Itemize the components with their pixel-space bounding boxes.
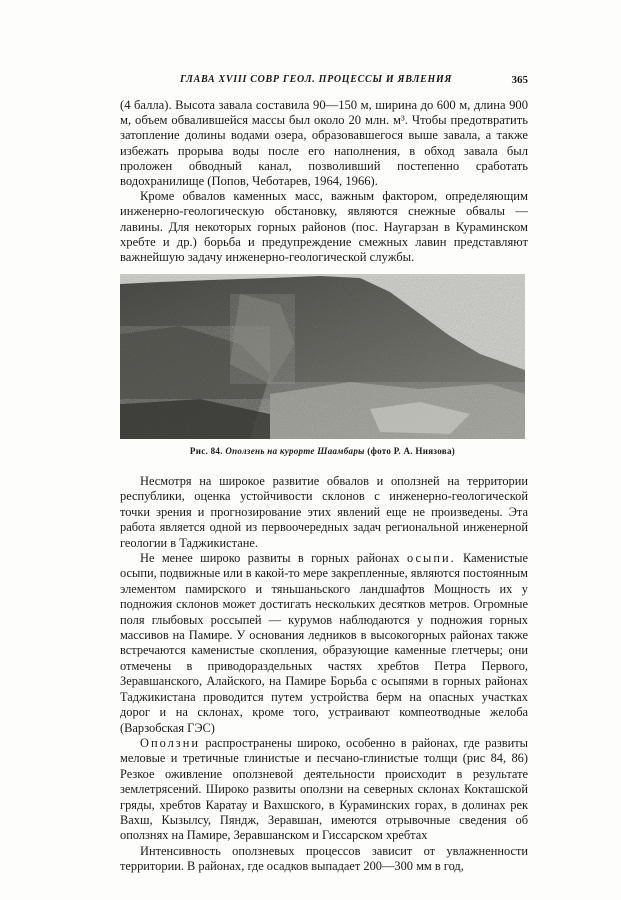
screes-lead: Не менее широко развиты в горных районах (140, 551, 407, 566)
screes-term: осыпи. (406, 551, 456, 566)
running-head (120, 74, 528, 90)
landslides-body: распространены широко, особенно в районах, где развиты меловые и третичные глинистые и песчано-глинистые толщи (рис 84, 86) Резкое оживление оползневой деятельности происходит в результате землетрясений. Широко развиты оползни на северных склонах Кокташской гряды, хребтов Каратау и Вахшского, в Кураминских горах, в долинах рек Вахш, Кызылсу, Пяндж, Зеравшан, имеются отрывочные сведения об оползнях на Памире, Зеравшанском и Гиссарском хребтах (120, 735, 528, 843)
landslides-term: Оползни (140, 735, 200, 750)
paragraph-avalanches: Кроме обвалов каменных масс, важным фактором, определяющим инженерно-геологическую обстановку, являются снежные обвалы — лавины. Для некоторых горных районов (пос. Наугарзан в Кураминском хребте и др.) борьба и предупреждение смежных лавин представляют важнейшую задачу инженерно-геологической службы. (120, 189, 528, 265)
landslide-photo-image (120, 274, 525, 439)
caption-title: Оползень на курорте Шаамбары (225, 446, 365, 456)
caption-credit: (фото Р. А. Ниязова) (367, 446, 456, 456)
paragraph-intensity: Интенсивность оползневых процессов зависит от увлажненности территории. В районах, где осадков выпадает 200—300 мм в год, (120, 843, 528, 874)
bottom-text-block (120, 474, 528, 875)
screes-body: Каменистые осыпи, подвижные или в какой-то мере закрепленные, являются постоянным элементом памирского и тяньшаньского ландшафтов Мощность их у подножия склонов может достигать нескольких десятков метров. Огромные поля глыбовых россыпей — курумов наблюдаются у подножия горных массивов на Памире. У основания ледников в высокогорных районах также встречаются каменистые скопления, образующие каменные глетчеры; они отмечены в приводораздельных частях хребтов Петра Первого, Зеравшанского, Алайского, на Памире Борьба с осыпями в горных районах Таджикистана проводится путем устройства берм на опасных участках дорог и на склонах, кроме того, устраивают компеотводные желоба (Варзобская ГЭС) (120, 551, 528, 735)
figure-caption (120, 446, 525, 456)
paragraph-landslides (120, 736, 528, 844)
page-number: 365 (511, 74, 528, 86)
paragraph-screes (120, 551, 528, 736)
paragraph-landslide-dam: (4 балла). Высота завала составила 90—150 м, ширина до 600 м, длина 900 м, объем обвалившейся массы был около 20 млн. м³. Чтобы предотвратить затопление долины водами озера, образовавшегося выше завала, а также избежать прорыва воды после его наполнения, в обход завала был проложен обводный канал, позволивший постепенно сработать водохранилище (Попов, Чеботарев, 1964, 1966). (120, 98, 528, 189)
caption-prefix: Рис. 84. (189, 446, 223, 456)
figure-landslide-photo (120, 274, 525, 439)
chapter-running-title: ГЛАВА XVIII СОВР ГЕОЛ. ПРОЦЕССЫ И ЯВЛЕНИЯ (180, 74, 453, 85)
paragraph-slope-stability: Несмотря на широкое развитие обвалов и оползней на территории республики, оценка устойчивости склонов с инженерно-геологической точки зрения и прогнозирование этих явлений еще не произведены. Эта работа является одной из первоочередных задач региональной инженерной геологии в Таджикистане. (120, 474, 528, 550)
top-text-block (120, 98, 528, 265)
